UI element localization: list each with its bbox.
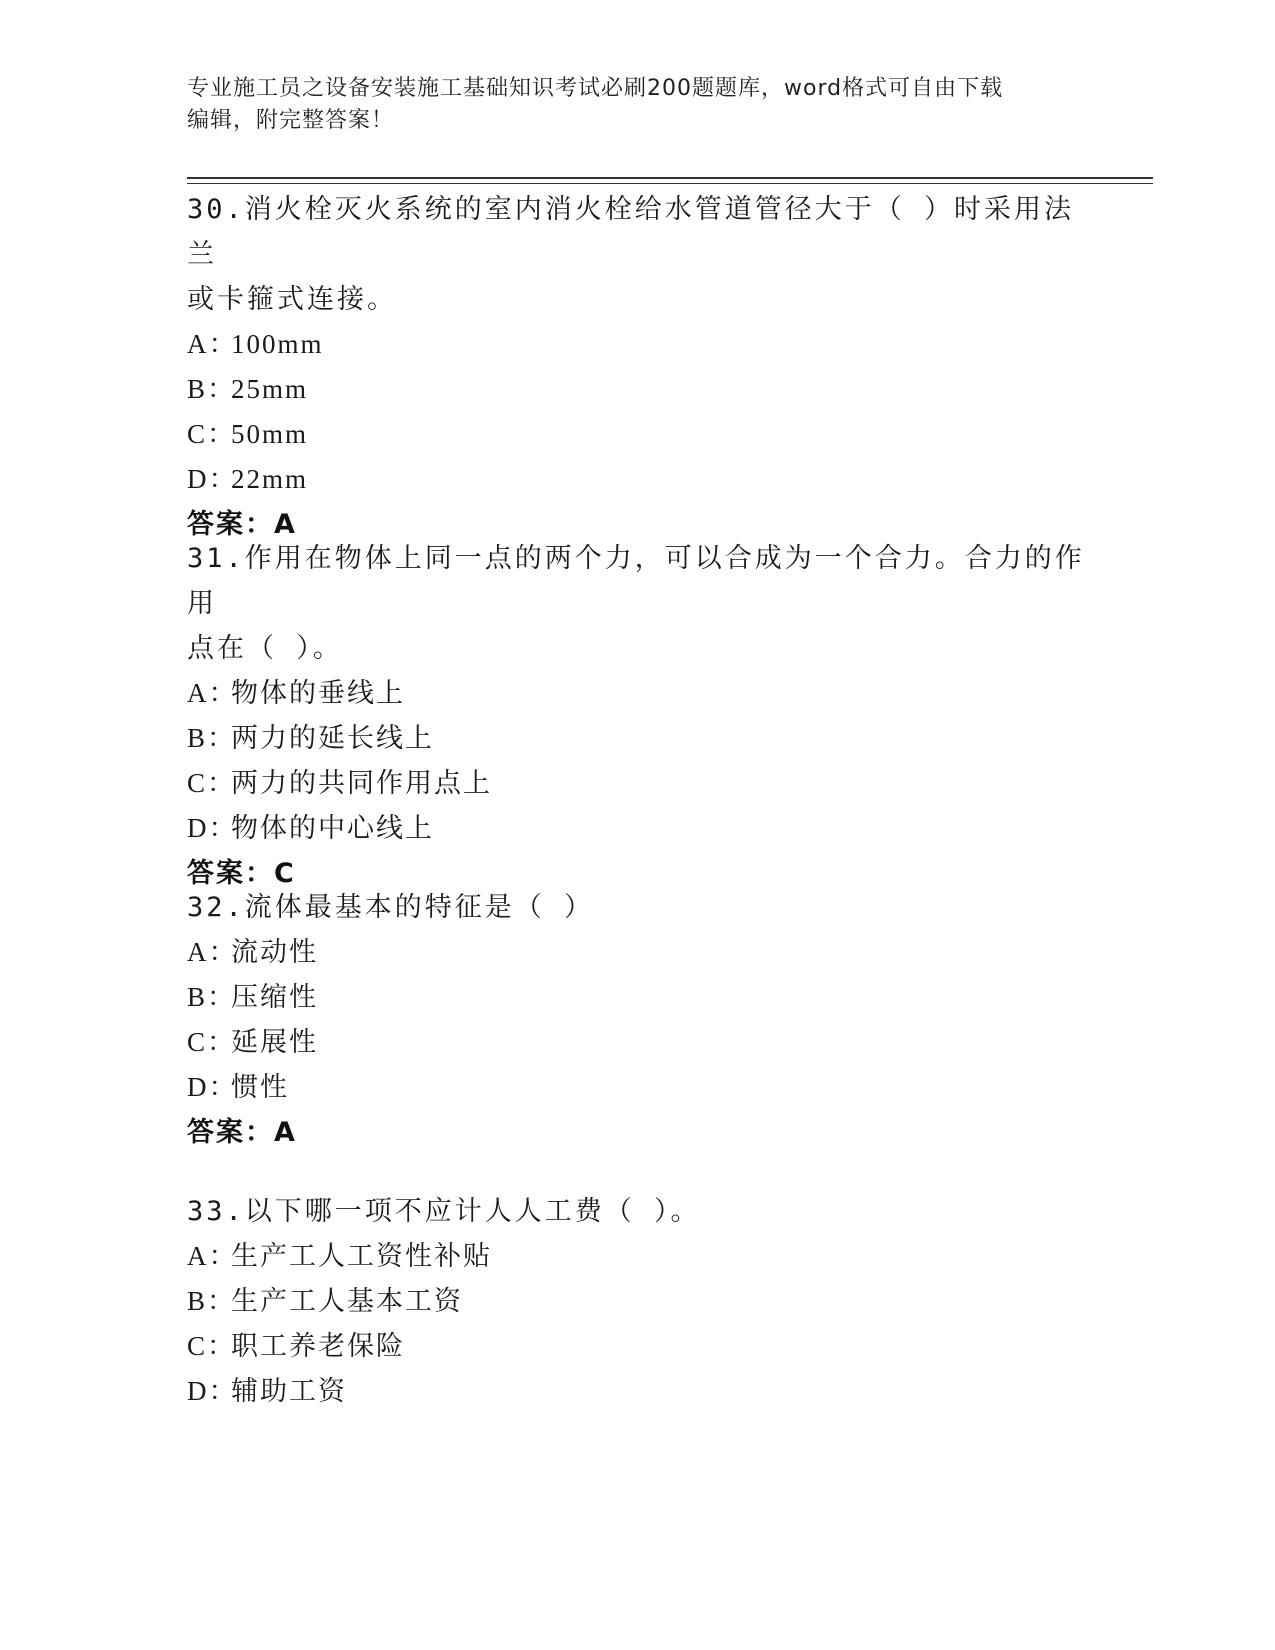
header-divider-thin <box>187 183 1153 184</box>
question-stem-line-1: 32.流体最基本的特征是（ ） <box>187 892 595 923</box>
option-key: D： <box>187 813 238 843</box>
option-b <box>187 716 1087 761</box>
option-key: B： <box>187 982 237 1012</box>
option-a <box>187 930 1087 975</box>
option-key: B： <box>187 1286 237 1316</box>
header-line-1: 专业施工员之设备安装施工基础知识考试必刷200题题库，word格式可自由下载 <box>187 76 1004 101</box>
option-key: C： <box>187 1331 237 1361</box>
option-key: A： <box>187 1241 238 1271</box>
option-text: 生产工人基本工资 <box>231 1286 463 1316</box>
option-b <box>187 367 1087 412</box>
option-text: 流动性 <box>231 937 318 967</box>
option-b <box>187 1279 1087 1324</box>
option-c <box>187 1020 1087 1065</box>
question-stem-line-2: 或卡箍式连接。 <box>187 284 397 315</box>
answer-line: 答案：A <box>187 1117 297 1148</box>
question-31 <box>187 536 1087 896</box>
question-30 <box>187 187 1087 547</box>
option-key: C： <box>187 768 237 798</box>
option-text: 惯性 <box>231 1072 289 1102</box>
option-text: 两力的延长线上 <box>231 723 434 753</box>
option-c <box>187 761 1087 806</box>
option-text: 压缩性 <box>231 982 318 1012</box>
option-c <box>187 412 1087 457</box>
header-divider-thick <box>187 177 1153 179</box>
document-header <box>187 73 1067 137</box>
option-b <box>187 975 1087 1020</box>
option-key: A： <box>187 329 238 359</box>
option-c <box>187 1324 1087 1369</box>
option-a <box>187 322 1087 367</box>
option-d <box>187 457 1087 502</box>
option-text: 25mm <box>231 374 309 404</box>
question-stem-line-1: 31.作用在物体上同一点的两个力，可以合成为一个合力。合力的作用 <box>187 543 1085 619</box>
answer-line: 答案：C <box>187 858 296 889</box>
option-key: C： <box>187 419 237 449</box>
header-line-2: 编辑，附完整答案！ <box>187 108 395 133</box>
option-key: C： <box>187 1027 237 1057</box>
option-d <box>187 1369 1087 1414</box>
option-key: D： <box>187 464 238 494</box>
option-key: B： <box>187 374 237 404</box>
question-stem-line-1: 30.消火栓灭火系统的室内消火栓给水管道管径大于（ ）时采用法兰 <box>187 194 1075 270</box>
option-key: D： <box>187 1376 238 1406</box>
option-text: 50mm <box>231 419 309 449</box>
option-text: 22mm <box>231 464 309 494</box>
option-text: 物体的中心线上 <box>231 813 434 843</box>
option-a <box>187 671 1087 716</box>
option-text: 职工养老保险 <box>231 1331 405 1361</box>
option-text: 生产工人工资性补贴 <box>231 1241 492 1271</box>
answer-line: 答案：A <box>187 509 297 540</box>
question-stem-line-2: 点在（ ）。 <box>187 633 343 664</box>
option-d <box>187 1065 1087 1110</box>
question-33 <box>187 1189 1087 1414</box>
option-key: A： <box>187 678 238 708</box>
option-key: A： <box>187 937 238 967</box>
option-key: D： <box>187 1072 238 1102</box>
option-text: 物体的垂线上 <box>231 678 405 708</box>
option-text: 两力的共同作用点上 <box>231 768 492 798</box>
option-d <box>187 806 1087 851</box>
question-32 <box>187 885 1087 1155</box>
option-text: 辅助工资 <box>231 1376 347 1406</box>
option-a <box>187 1234 1087 1279</box>
option-text: 100mm <box>231 329 324 359</box>
question-stem-line-1: 33.以下哪一项不应计人人工费（ ）。 <box>187 1196 701 1227</box>
option-text: 延展性 <box>231 1027 318 1057</box>
option-key: B： <box>187 723 237 753</box>
